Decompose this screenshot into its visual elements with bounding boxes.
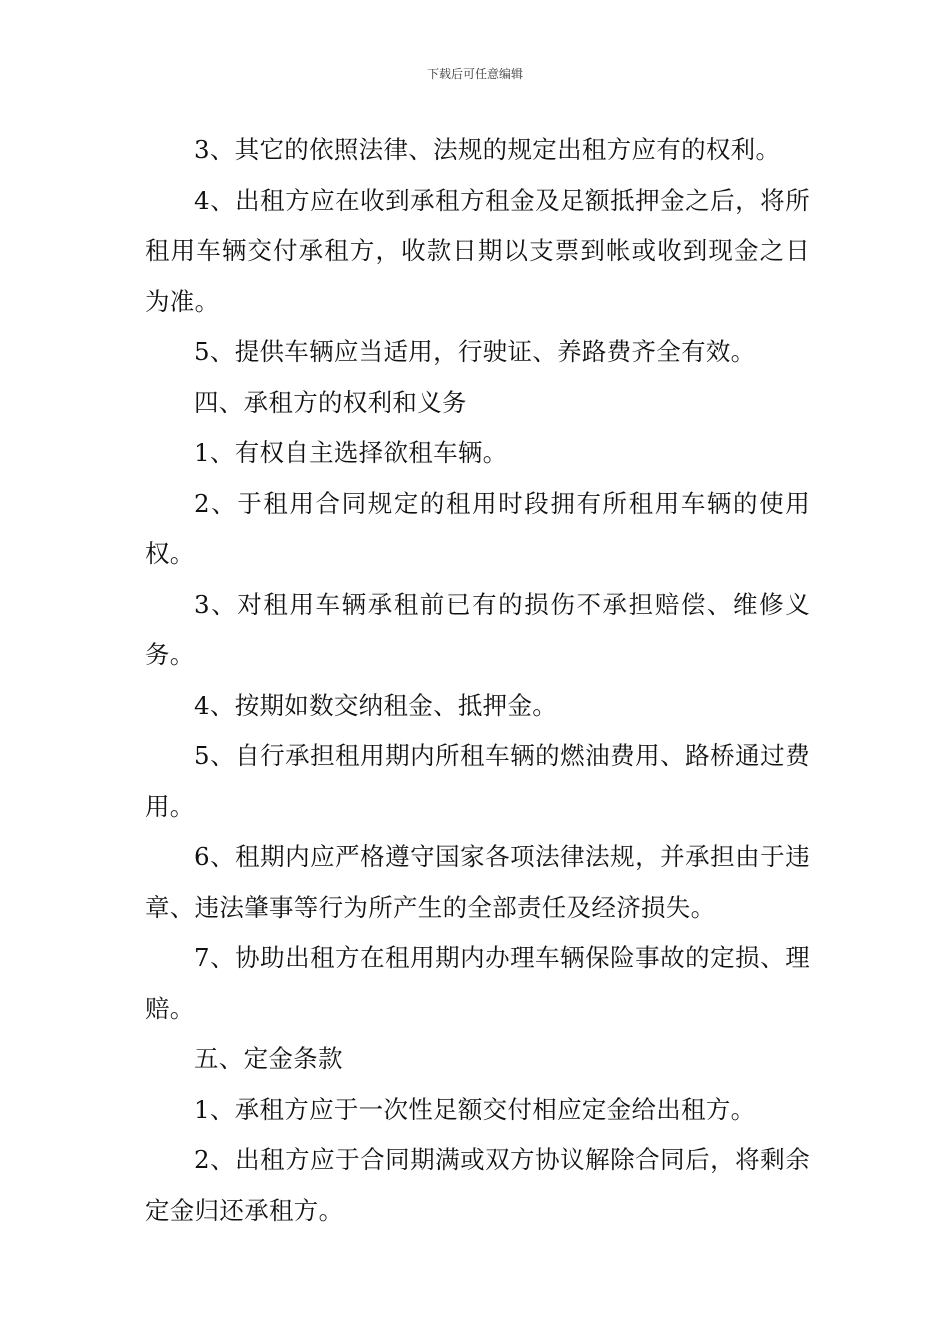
- paragraph-lessee-2: 2、于租用合同规定的租用时段拥有所租用车辆的使用权。: [145, 488, 810, 568]
- paragraph-deposit-1: 1、承租方应于一次性足额交付相应定金给出租方。: [194, 1094, 756, 1124]
- paragraph-lessee-7: 7、协助出租方在租用期内办理车辆保险事故的定损、理赔。: [145, 943, 810, 1023]
- paragraph-lessor-duty-4: 4、出租方应在收到承租方租金及足额抵押金之后，将所租用车辆交付承租方，收款日期以支票到帐或收到现金之日为准。: [145, 185, 810, 316]
- paragraph-lessor-right-3: 3、其它的依照法律、法规的规定出租方应有的权利。: [194, 135, 781, 164]
- paragraph-lessee-5: 5、自行承担租用期内所租车辆的燃油费用、路桥通过费用。: [145, 741, 810, 821]
- document-body: [145, 125, 810, 1236]
- section-heading-lessee-rights: 四、承租方的权利和义务: [194, 387, 467, 417]
- paragraph-lessee-6: 6、租期内应严格遵守国家各项法律法规，并承担由于违章、违法肇事等行为所产生的全部责任及经济损失。: [145, 842, 810, 922]
- paragraph-deposit-2: 2、出租方应于合同期满或双方协议解除合同后，将剩余定金归还承租方。: [145, 1145, 810, 1225]
- paragraph-lessee-3: 3、对租用车辆承租前已有的损伤不承担赔偿、维修义务。: [145, 589, 810, 669]
- paragraph-lessor-duty-5: 5、提供车辆应当适用，行驶证、养路费齐全有效。: [194, 337, 756, 366]
- paragraph-lessee-1: 1、有权自主选择欲租车辆。: [194, 438, 508, 467]
- paragraph-lessee-4: 4、按期如数交纳租金、抵押金。: [194, 690, 558, 720]
- section-heading-deposit-terms: 五、定金条款: [194, 1044, 343, 1073]
- page-header-note: 下载后可任意编辑: [426, 67, 523, 81]
